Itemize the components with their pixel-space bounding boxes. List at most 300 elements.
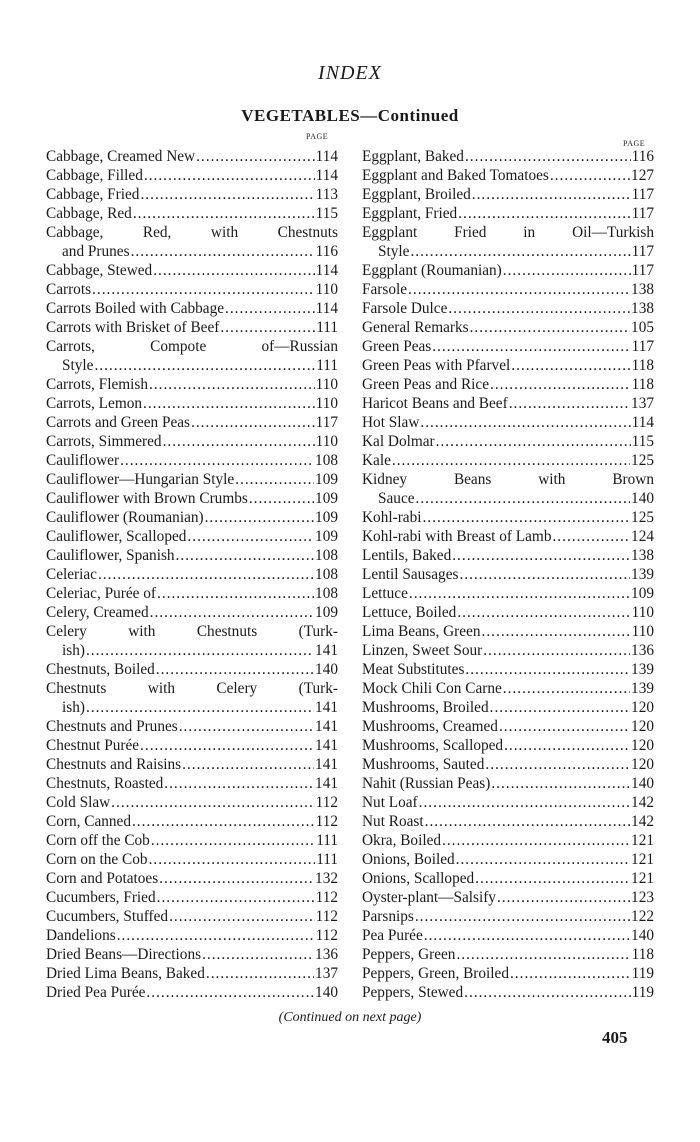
entry-name: Kale [362, 452, 391, 469]
dot-leader [503, 261, 631, 280]
index-entry [362, 147, 654, 166]
entry-page: 137 [631, 395, 654, 412]
dot-leader [552, 527, 630, 546]
entry-name: Linzen, Sweet Sour [362, 642, 483, 659]
entry-page: 142 [631, 794, 654, 811]
dot-leader [456, 945, 630, 964]
page-column-label-right: PAGE [623, 139, 646, 148]
dot-leader [464, 983, 630, 1002]
entry-name: Cauliflower with Brown Crumbs [46, 490, 248, 507]
dot-leader [157, 888, 315, 907]
entry-name: Carrots, Simmered [46, 433, 162, 450]
index-entry [46, 375, 338, 394]
entry-page: 122 [631, 908, 654, 925]
entry-page: 142 [631, 813, 654, 830]
dot-leader [92, 280, 315, 299]
entry-page: 108 [315, 452, 338, 469]
entry-name: Cauliflower (Roumanian) [46, 509, 204, 526]
dot-leader [456, 850, 630, 869]
dot-leader [465, 147, 631, 166]
dot-leader [120, 451, 314, 470]
entry-name: Kidney Beans with Brown [362, 471, 654, 488]
entry-name: Carrots, Lemon [46, 395, 143, 412]
index-entry [362, 698, 654, 717]
entry-name: Chestnuts with Celery (Turk- [46, 680, 338, 697]
entry-name: Cauliflower [46, 452, 120, 469]
entry-name: Peppers, Green [362, 946, 456, 963]
dot-leader [482, 622, 631, 641]
dot-leader [149, 850, 316, 869]
dot-leader [457, 603, 630, 622]
entry-name: Cabbage, Creamed New [46, 148, 196, 165]
entry-name: Lima Beans, Green [362, 623, 481, 640]
entry-name: Cold Slaw [46, 794, 111, 811]
page-number: 405 [602, 1028, 628, 1047]
entry-page: 138 [631, 547, 654, 564]
dot-leader [169, 907, 315, 926]
entry-page: 114 [315, 300, 338, 317]
entry-name: Cucumbers, Fried [46, 889, 156, 906]
dot-leader [420, 413, 630, 432]
entry-page: 125 [631, 509, 654, 526]
entry-name: Cabbage, Fried [46, 186, 140, 203]
entry-page: 109 [631, 585, 654, 602]
dot-leader [425, 812, 630, 831]
index-entry [46, 489, 338, 508]
dot-leader [432, 337, 630, 356]
entry-page: 117 [631, 338, 654, 355]
index-entry [362, 261, 654, 280]
index-entry [46, 622, 338, 641]
entry-name: Farsole [362, 281, 408, 298]
dot-leader [146, 983, 314, 1002]
dot-leader [191, 413, 315, 432]
entry-name: Eggplant (Roumanian) [362, 262, 502, 279]
entry-page: 132 [315, 870, 338, 887]
entry-page: 114 [315, 167, 338, 184]
index-entry [46, 945, 338, 964]
entry-name: Oyster-plant—Salsify [362, 889, 496, 906]
index-entry [362, 926, 654, 945]
entry-page: 137 [315, 965, 338, 982]
index-entry [362, 736, 654, 755]
entry-name: Peppers, Stewed [362, 984, 464, 1001]
index-entry [46, 261, 338, 280]
entry-page: 108 [315, 566, 338, 583]
section-heading: VEGETABLES—Continued [241, 106, 459, 125]
entry-page: 112 [315, 889, 338, 906]
dot-leader [550, 166, 630, 185]
entry-name: Green Peas and Rice [362, 376, 489, 393]
entry-name: ish) [62, 699, 85, 716]
entry-page: 123 [631, 889, 654, 906]
entry-name: Onions, Scalloped [362, 870, 475, 887]
entry-page: 112 [315, 813, 338, 830]
index-entry [46, 603, 338, 622]
entry-page: 112 [315, 927, 338, 944]
entry-name: Mushrooms, Scalloped [362, 737, 504, 754]
index-entry [46, 926, 338, 945]
entry-name: Celery with Chestnuts (Turk- [46, 623, 338, 640]
entry-name: Hot Slaw [362, 414, 420, 431]
index-entry [46, 356, 338, 375]
index-entry [46, 337, 338, 356]
dot-leader [132, 812, 315, 831]
entry-name: Pea Purée [362, 927, 423, 944]
entry-page: 140 [631, 775, 654, 792]
dot-leader [163, 432, 315, 451]
entry-page: 110 [315, 376, 338, 393]
index-entry [362, 869, 654, 888]
entry-name: Corn off the Cob [46, 832, 150, 849]
dot-leader [452, 546, 630, 565]
entry-page: 141 [315, 642, 338, 659]
entry-name: Cauliflower—Hungarian Style [46, 471, 235, 488]
entry-name: Parsnips [362, 908, 414, 925]
entry-page: 110 [315, 433, 338, 450]
entry-page: 120 [631, 737, 654, 754]
index-entry [46, 413, 338, 432]
index-entry [46, 793, 338, 812]
entry-name: Kohl-rabi with Breast of Lamb [362, 528, 552, 545]
entry-name: Cabbage, Red, with Chestnuts [46, 224, 338, 241]
entry-page: 109 [315, 471, 338, 488]
index-entry [362, 470, 654, 489]
entry-name: Kohl-rabi [362, 509, 422, 526]
dot-leader [140, 185, 314, 204]
index-entry [362, 508, 654, 527]
entry-name: Lettuce, Boiled [362, 604, 457, 621]
entry-page: 117 [631, 262, 654, 279]
entry-name: Style [62, 357, 94, 374]
entry-name: Cabbage, Filled [46, 167, 143, 184]
dot-leader [415, 907, 630, 926]
dot-leader [392, 451, 630, 470]
entry-page: 111 [316, 357, 338, 374]
index-entry [46, 318, 338, 337]
dot-leader [179, 717, 314, 736]
entry-page: 141 [315, 756, 338, 773]
dot-leader [485, 755, 630, 774]
entry-page: 117 [631, 205, 654, 222]
entry-name: Kal Dolmar [362, 433, 435, 450]
entry-page: 115 [315, 205, 338, 222]
entry-name: and Prunes [62, 243, 130, 260]
index-entry [46, 299, 338, 318]
index-entry [46, 755, 338, 774]
entry-page: 118 [631, 946, 654, 963]
entry-name: Chestnuts, Boiled [46, 661, 155, 678]
index-entry [362, 527, 654, 546]
entry-page: 127 [631, 167, 654, 184]
dot-leader [499, 717, 630, 736]
entry-name: Celeriac [46, 566, 97, 583]
dot-leader [151, 831, 315, 850]
dot-leader [410, 242, 630, 261]
page-title: INDEX [318, 62, 382, 84]
entry-name: Nut Loaf [362, 794, 418, 811]
dot-leader [187, 527, 314, 546]
dot-leader [205, 508, 314, 527]
entry-page: 109 [315, 490, 338, 507]
entry-page: 141 [315, 718, 338, 735]
entry-name: Cabbage, Stewed [46, 262, 153, 279]
dot-leader [422, 508, 630, 527]
dot-leader [117, 926, 315, 945]
entry-name: Cabbage, Red [46, 205, 132, 222]
entry-page: 136 [631, 642, 654, 659]
entry-page: 136 [315, 946, 338, 963]
dot-leader [409, 584, 630, 603]
index-entry [362, 375, 654, 394]
index-entry [46, 641, 338, 660]
entry-name: Celery, Creamed [46, 604, 149, 621]
entry-page: 114 [315, 262, 338, 279]
entry-name: Farsole Dulce [362, 300, 448, 317]
index-entry [362, 166, 654, 185]
index-entry [362, 413, 654, 432]
entry-name: Cucumbers, Stuffed [46, 908, 169, 925]
index-entry [46, 451, 338, 470]
entry-page: 139 [631, 680, 654, 697]
index-entry [46, 584, 338, 603]
entry-page: 120 [631, 718, 654, 735]
dot-leader [149, 375, 315, 394]
entry-page: 119 [631, 984, 654, 1001]
entry-page: 110 [315, 395, 338, 412]
entry-name: Meat Substitutes [362, 661, 465, 678]
entry-name: Chestnuts and Prunes [46, 718, 178, 735]
dot-leader [176, 546, 315, 565]
dot-leader [511, 356, 630, 375]
index-entry [46, 774, 338, 793]
index-entry [46, 698, 338, 717]
dot-leader [153, 261, 314, 280]
entry-name: Dried Beans—Directions [46, 946, 202, 963]
entry-name: Nahit (Russian Peas) [362, 775, 491, 792]
dot-leader [475, 869, 630, 888]
entry-page: 138 [631, 281, 654, 298]
index-entry [46, 242, 338, 261]
entry-page: 114 [315, 148, 338, 165]
index-entry [362, 831, 654, 850]
entry-page: 111 [316, 319, 338, 336]
dot-leader [465, 660, 630, 679]
dot-leader [419, 793, 630, 812]
dot-leader [86, 641, 314, 660]
index-entry [46, 679, 338, 698]
index-entry [362, 983, 654, 1002]
entry-page: 111 [316, 851, 338, 868]
index-entry [362, 679, 654, 698]
entry-page: 118 [631, 357, 654, 374]
entry-page: 111 [316, 832, 338, 849]
index-entry [46, 432, 338, 451]
dot-leader [164, 774, 314, 793]
entry-name: Celeriac, Purée of [46, 585, 156, 602]
dot-leader [472, 185, 631, 204]
entry-page: 109 [315, 528, 338, 545]
entry-page: 109 [315, 509, 338, 526]
entry-page: 140 [631, 927, 654, 944]
dot-leader [150, 603, 314, 622]
index-entry [46, 812, 338, 831]
entry-name: Mock Chili Con Carne [362, 680, 502, 697]
entry-page: 105 [631, 319, 654, 336]
entry-name: Chestnuts and Raisins [46, 756, 182, 773]
index-entry [46, 660, 338, 679]
entry-page: 121 [631, 851, 654, 868]
entry-page: 110 [315, 281, 338, 298]
entry-page: 112 [315, 794, 338, 811]
entry-name: Style [378, 243, 410, 260]
dot-leader [220, 318, 315, 337]
dot-leader [202, 945, 314, 964]
index-entry [362, 204, 654, 223]
index-entry [46, 964, 338, 983]
dot-leader [491, 774, 630, 793]
index-entry [46, 983, 338, 1002]
index-entry [362, 622, 654, 641]
entry-name: Peppers, Green, Broiled [362, 965, 509, 982]
index-entry [362, 641, 654, 660]
entry-page: 141 [315, 775, 338, 792]
dot-leader [98, 565, 314, 584]
entry-name: Dandelions [46, 927, 116, 944]
dot-leader [182, 755, 314, 774]
dot-leader [424, 926, 630, 945]
entry-page: 120 [631, 756, 654, 773]
entry-name: Eggplant, Baked [362, 148, 464, 165]
continued-note: (Continued on next page) [278, 1010, 422, 1025]
entry-name: Corn on the Cob [46, 851, 148, 868]
index-entry [362, 660, 654, 679]
dot-leader [458, 204, 630, 223]
entry-name: Dried Pea Purée [46, 984, 146, 1001]
dot-leader [416, 489, 631, 508]
index-entry [46, 470, 338, 489]
entry-name: Green Peas [362, 338, 432, 355]
entry-page: 108 [315, 585, 338, 602]
entry-page: 112 [315, 908, 338, 925]
entry-name: Lentils, Baked [362, 547, 452, 564]
entry-name: Mushrooms, Sauted [362, 756, 485, 773]
index-entry [362, 603, 654, 622]
index-entry [362, 185, 654, 204]
index-entry [362, 394, 654, 413]
entry-page: 109 [315, 604, 338, 621]
index-entry [46, 394, 338, 413]
entry-page: 140 [631, 490, 654, 507]
dot-leader [503, 679, 630, 698]
entry-page: 141 [315, 737, 338, 754]
entry-page: 140 [315, 984, 338, 1001]
index-entry [46, 907, 338, 926]
index-entry [362, 356, 654, 375]
dot-leader [459, 565, 630, 584]
index-entry [362, 565, 654, 584]
index-entry [46, 565, 338, 584]
index-entry [46, 280, 338, 299]
index-entry [362, 432, 654, 451]
entry-page: 117 [315, 414, 338, 431]
entry-page: 120 [631, 699, 654, 716]
index-entry [362, 888, 654, 907]
index-entry [46, 869, 338, 888]
entry-page: 113 [315, 186, 338, 203]
index-entry [46, 508, 338, 527]
index-column-left [46, 147, 338, 1002]
index-entry [46, 223, 338, 242]
entry-page: 114 [631, 414, 654, 431]
dot-leader [94, 356, 315, 375]
dot-leader [408, 280, 630, 299]
entry-name: General Remarks [362, 319, 469, 336]
entry-name: Cauliflower, Scalloped [46, 528, 187, 545]
index-entry [362, 280, 654, 299]
entry-name: Chestnuts, Roasted [46, 775, 164, 792]
dot-leader [140, 736, 314, 755]
entry-name: Cauliflower, Spanish [46, 547, 175, 564]
entry-name: Green Peas with Pfarvel [362, 357, 511, 374]
index-entry [46, 736, 338, 755]
dot-leader [131, 242, 315, 261]
dot-leader [504, 736, 630, 755]
index-entry [362, 223, 654, 242]
dot-leader [157, 584, 314, 603]
entry-name: Corn, Canned [46, 813, 131, 830]
entry-name: Eggplant and Baked Tomatoes [362, 167, 549, 184]
dot-leader [442, 831, 630, 850]
dot-leader [159, 869, 314, 888]
index-entry [362, 850, 654, 869]
index-entry [362, 299, 654, 318]
dot-leader [510, 964, 631, 983]
entry-page: 116 [315, 243, 338, 260]
index-entry [362, 546, 654, 565]
entry-page: 139 [631, 566, 654, 583]
entry-page: 116 [631, 148, 654, 165]
entry-name: Carrots and Green Peas [46, 414, 190, 431]
index-entry [46, 204, 338, 223]
index-entry [362, 717, 654, 736]
index-entry [362, 774, 654, 793]
dot-leader [470, 318, 630, 337]
index-entry [362, 793, 654, 812]
entry-name: Carrots with Brisket of Beef [46, 319, 220, 336]
entry-name: Lentil Sausages [362, 566, 459, 583]
dot-leader [133, 204, 315, 223]
dot-leader [156, 660, 314, 679]
entry-page: 115 [631, 433, 654, 450]
entry-page: 141 [315, 699, 338, 716]
entry-page: 121 [631, 832, 654, 849]
index-entry [362, 242, 654, 261]
index-column-right [362, 147, 654, 1002]
entry-name: Carrots, Flemish [46, 376, 148, 393]
entry-name: Eggplant, Fried [362, 205, 458, 222]
index-entry [46, 147, 338, 166]
entry-name: Onions, Boiled [362, 851, 455, 868]
dot-leader [196, 147, 315, 166]
entry-page: 110 [631, 604, 654, 621]
dot-leader [249, 489, 314, 508]
entry-name: Chestnut Purée [46, 737, 140, 754]
page-column-label-left: PAGE [306, 132, 329, 141]
entry-name: Okra, Boiled [362, 832, 442, 849]
dot-leader [490, 698, 630, 717]
index-entry [46, 166, 338, 185]
